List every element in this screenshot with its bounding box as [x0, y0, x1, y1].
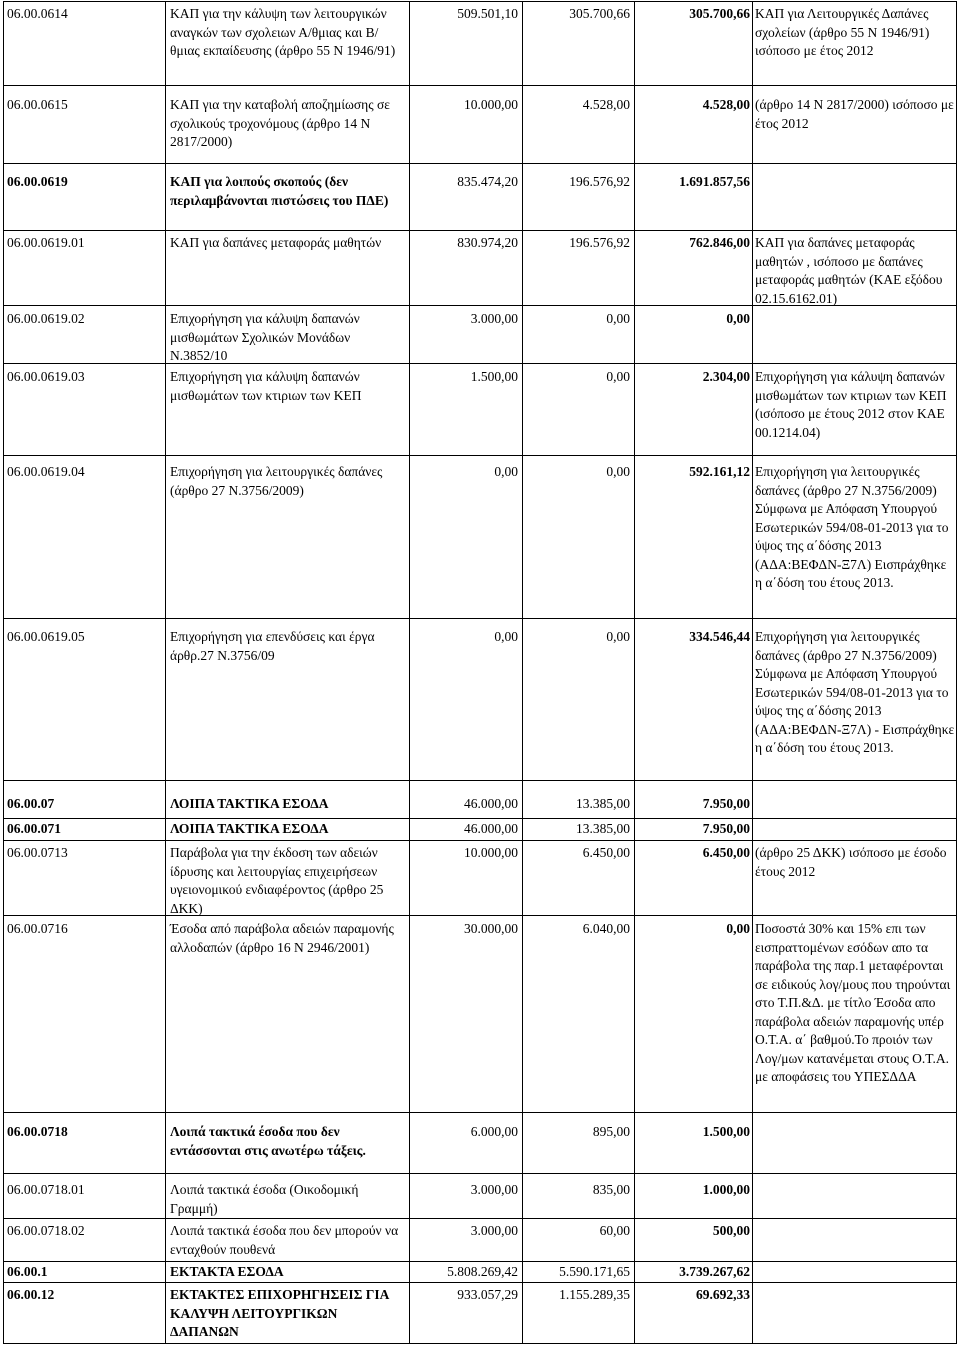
- amount-forecast: 69.692,33: [696, 1287, 750, 1302]
- account-description: Επιχορήγηση για επενδύσεις και έργα άρθρ.27 Ν.3756/09: [170, 629, 375, 663]
- column-divider: [165, 1, 166, 1344]
- account-description: Έσοδα από παράβολα αδειών παραμονής αλλοδαπών (άρθρο 16 Ν 2946/2001): [170, 921, 394, 955]
- column-divider: [522, 1, 523, 1344]
- column-divider: [3, 1, 4, 1344]
- account-description: ΕΚΤΑΚΤΑ ΕΣΟΔΑ: [170, 1264, 284, 1279]
- amount-collected: 6.040,00: [582, 921, 630, 936]
- amount-budget: 0,00: [494, 464, 518, 479]
- account-code: 06.00.071: [7, 821, 61, 836]
- amount-collected: 0,00: [606, 464, 630, 479]
- amount-forecast: 0,00: [726, 311, 750, 326]
- row-divider: [3, 1261, 957, 1262]
- account-code: 06.00.0619.01: [7, 235, 85, 250]
- row-divider: [3, 618, 957, 619]
- account-code: 06.00.0718.02: [7, 1223, 85, 1238]
- amount-forecast: 6.450,00: [702, 845, 750, 860]
- amount-budget: 509.501,10: [457, 6, 518, 21]
- amount-collected: 5.590.171,65: [559, 1264, 630, 1279]
- amount-budget: 6.000,00: [470, 1124, 518, 1139]
- account-description: ΚΑΠ για δαπάνες μεταφοράς μαθητών: [170, 235, 382, 250]
- amount-forecast: 592.161,12: [689, 464, 750, 479]
- amount-collected: 196.576,92: [569, 235, 630, 250]
- justification-note: Επιχορήγηση για λειτουργικές δαπάνες (άρθρο 27 Ν.3756/2009) Σύμφωνα με Απόφαση Υπουργού Εσωτερικών 594/08-01-2013 για το ύψος της α΄δόσης 2013 (ΑΔΑ:ΒΕΦΔΝ-Ξ7Λ) - Εισπράχθηκε η α΄δόση του έτους 2013.: [755, 629, 955, 755]
- amount-budget: 46.000,00: [464, 821, 518, 836]
- account-description: ΚΑΠ για την κάλυψη των λειτουργικών αναγκών των σχολειων Α/θμιας και Β/θμιας εκπαίδευσης (άρθρο 55 Ν 1946/91): [170, 6, 396, 58]
- amount-budget: 1.500,00: [470, 369, 518, 384]
- amount-forecast: 7.950,00: [702, 821, 750, 836]
- amount-forecast: 762.846,00: [689, 235, 750, 250]
- row-divider: [3, 1218, 957, 1219]
- row-divider: [3, 230, 957, 231]
- amount-forecast: 7.950,00: [702, 796, 750, 811]
- justification-note: ΚΑΠ για δαπάνες μεταφοράς μαθητών , ισόποσο με δαπάνες μεταφοράς μαθητών (ΚΑΕ εξόδου 02.15.6162.01): [755, 235, 943, 306]
- amount-forecast: 1.000,00: [702, 1182, 750, 1197]
- amount-collected: 895,00: [592, 1124, 630, 1139]
- amount-budget: 0,00: [494, 629, 518, 644]
- account-description: Λοιπά τακτικά έσοδα (Οικοδομική Γραμμή): [170, 1182, 359, 1216]
- account-code: 06.00.12: [7, 1287, 55, 1302]
- row-divider: [3, 1112, 957, 1113]
- amount-forecast: 1.500,00: [702, 1124, 750, 1139]
- column-divider: [956, 1, 957, 1344]
- account-code: 06.00.0615: [7, 97, 68, 112]
- amount-budget: 3.000,00: [470, 1223, 518, 1238]
- account-description: Επιχορήγηση για λειτουργικές δαπάνες (άρθρο 27 Ν.3756/2009): [170, 464, 383, 498]
- amount-budget: 10.000,00: [464, 845, 518, 860]
- row-divider: [3, 840, 957, 841]
- amount-collected: 6.450,00: [582, 845, 630, 860]
- amount-budget: 933.057,29: [457, 1287, 518, 1302]
- row-divider: [3, 163, 957, 164]
- account-code: 06.00.0713: [7, 845, 68, 860]
- amount-forecast: 1.691.857,56: [679, 174, 750, 189]
- column-divider: [634, 1, 635, 1344]
- row-divider: [3, 915, 957, 916]
- account-code: 06.00.0619.03: [7, 369, 85, 384]
- justification-note: Ποσοστά 30% και 15% επι των εισπραττομένων εσόδων απο τα παράβολα της παρ.1 μεταφέρονται σε ειδικούς λογ/μους που τηρούνται στο Τ.Π.&Δ. με τίτλο Έσοδα απο παράβολα αδειών παραμονής υπέρ Ο.Τ.Α. α΄ βαθμού.Το προιόν των Λογ/μων κατανέμεται στους Ο.Τ.Α. με αποφάσεις του ΥΠΕΣΔΔΑ: [755, 921, 951, 1084]
- amount-budget: 3.000,00: [470, 1182, 518, 1197]
- amount-budget: 5.808.269,42: [447, 1264, 518, 1279]
- amount-forecast: 500,00: [712, 1223, 750, 1238]
- account-code: 06.00.0614: [7, 6, 68, 21]
- account-code: 06.00.0619.05: [7, 629, 85, 644]
- row-divider: [3, 455, 957, 456]
- row-divider: [3, 1173, 957, 1174]
- account-description: Επιχορήγηση για κάλυψη δαπανών μισθωμάτων Σχολικών Μονάδων Ν.3852/10: [170, 311, 360, 363]
- account-description: ΚΑΠ για λοιπούς σκοπούς (δεν περιλαμβάνονται πιστώσεις του ΠΔΕ): [170, 174, 389, 208]
- amount-forecast: 3.739.267,62: [679, 1264, 750, 1279]
- account-description: Παράβολα για την έκδοση των αδειών ίδρυσης και λειτουργίας επιχειρήσεων υγειονομικού ενδιαφέροντος (άρθρο 25 ΔΚΚ): [170, 845, 384, 916]
- row-divider: [3, 1, 957, 2]
- amount-collected: 0,00: [606, 311, 630, 326]
- amount-collected: 13.385,00: [576, 796, 630, 811]
- justification-note: ΚΑΠ για Λειτουργικές Δαπάνες σχολείων (άρθρο 55 Ν 1946/91) ισόποσο με έτος 2012: [755, 6, 930, 58]
- amount-forecast: 305.700,66: [689, 6, 750, 21]
- amount-budget: 10.000,00: [464, 97, 518, 112]
- amount-forecast: 2.304,00: [702, 369, 750, 384]
- account-description: Λοιπά τακτικά έσοδα που δεν εντάσσονται στις ανωτέρω τάξεις.: [170, 1124, 366, 1158]
- amount-budget: 3.000,00: [470, 311, 518, 326]
- amount-forecast: 0,00: [726, 921, 750, 936]
- row-divider: [3, 1343, 957, 1344]
- account-description: ΚΑΠ για την καταβολή αποζημίωσης σε σχολικούς τροχονόμους (άρθρο 14 Ν 2817/2000): [170, 97, 390, 149]
- account-code: 06.00.0718.01: [7, 1182, 85, 1197]
- amount-collected: 0,00: [606, 629, 630, 644]
- amount-budget: 30.000,00: [464, 921, 518, 936]
- account-code: 06.00.0619.02: [7, 311, 85, 326]
- amount-collected: 835,00: [592, 1182, 630, 1197]
- amount-collected: 305.700,66: [569, 6, 630, 21]
- amount-forecast: 334.546,44: [689, 629, 750, 644]
- amount-collected: 196.576,92: [569, 174, 630, 189]
- amount-collected: 4.528,00: [582, 97, 630, 112]
- account-code: 06.00.0718: [7, 1124, 68, 1139]
- account-code: 06.00.1: [7, 1264, 48, 1279]
- amount-budget: 46.000,00: [464, 796, 518, 811]
- row-divider: [3, 818, 957, 819]
- amount-budget: 830.974,20: [457, 235, 518, 250]
- account-description: Λοιπά τακτικά έσοδα που δεν μπορούν να ενταχθούν πουθενά: [170, 1223, 399, 1257]
- column-divider: [752, 1, 753, 1344]
- account-code: 06.00.0619.04: [7, 464, 85, 479]
- amount-collected: 0,00: [606, 369, 630, 384]
- justification-note: (άρθρο 25 ΔΚΚ) ισόποσο με έσοδο έτους 2012: [755, 845, 947, 879]
- account-description: ΛΟΙΠΑ ΤΑΚΤΙΚΑ ΕΣΟΔΑ: [170, 821, 329, 836]
- row-divider: [3, 85, 957, 86]
- amount-forecast: 4.528,00: [702, 97, 750, 112]
- amount-collected: 1.155.289,35: [559, 1287, 630, 1302]
- justification-note: Επιχορήγηση για λειτουργικές δαπάνες (άρθρο 27 Ν.3756/2009) Σύμφωνα με Απόφαση Υπουργού Εσωτερικών 594/08-01-2013 για το ύψος της α΄δόσης 2013 (ΑΔΑ:ΒΕΦΔΝ-Ξ7Λ) Εισπράχθηκε η α΄δόση του έτους 2013.: [755, 464, 949, 590]
- account-description: ΛΟΙΠΑ ΤΑΚΤΙΚΑ ΕΣΟΔΑ: [170, 796, 329, 811]
- row-divider: [3, 780, 957, 781]
- row-divider: [3, 363, 957, 364]
- account-description: ΕΚΤΑΚΤΕΣ ΕΠΙΧΟΡΗΓΗΣΕΙΣ ΓΙΑ ΚΑΛΥΨΗ ΛΕΙΤΟΥΡΓΙΚΩΝ ΔΑΠΑΝΩΝ: [170, 1287, 389, 1339]
- account-code: 06.00.0619: [7, 174, 68, 189]
- column-divider: [409, 1, 410, 1344]
- account-code: 06.00.07: [7, 796, 55, 811]
- account-code: 06.00.0716: [7, 921, 68, 936]
- row-divider: [3, 1282, 957, 1283]
- justification-note: (άρθρο 14 Ν 2817/2000) ισόποσο με έτος 2012: [755, 97, 954, 131]
- amount-collected: 60,00: [599, 1223, 630, 1238]
- amount-collected: 13.385,00: [576, 821, 630, 836]
- amount-budget: 835.474,20: [457, 174, 518, 189]
- justification-note: Επιχορήγηση για κάλυψη δαπανών μισθωμάτων των κτιριων των ΚΕΠ (ισόποσο με έτους 2012 στον ΚΑΕ 00.1214.04): [755, 369, 947, 440]
- account-description: Επιχορήγηση για κάλυψη δαπανών μισθωμάτων των κτιριων των ΚΕΠ: [170, 369, 362, 403]
